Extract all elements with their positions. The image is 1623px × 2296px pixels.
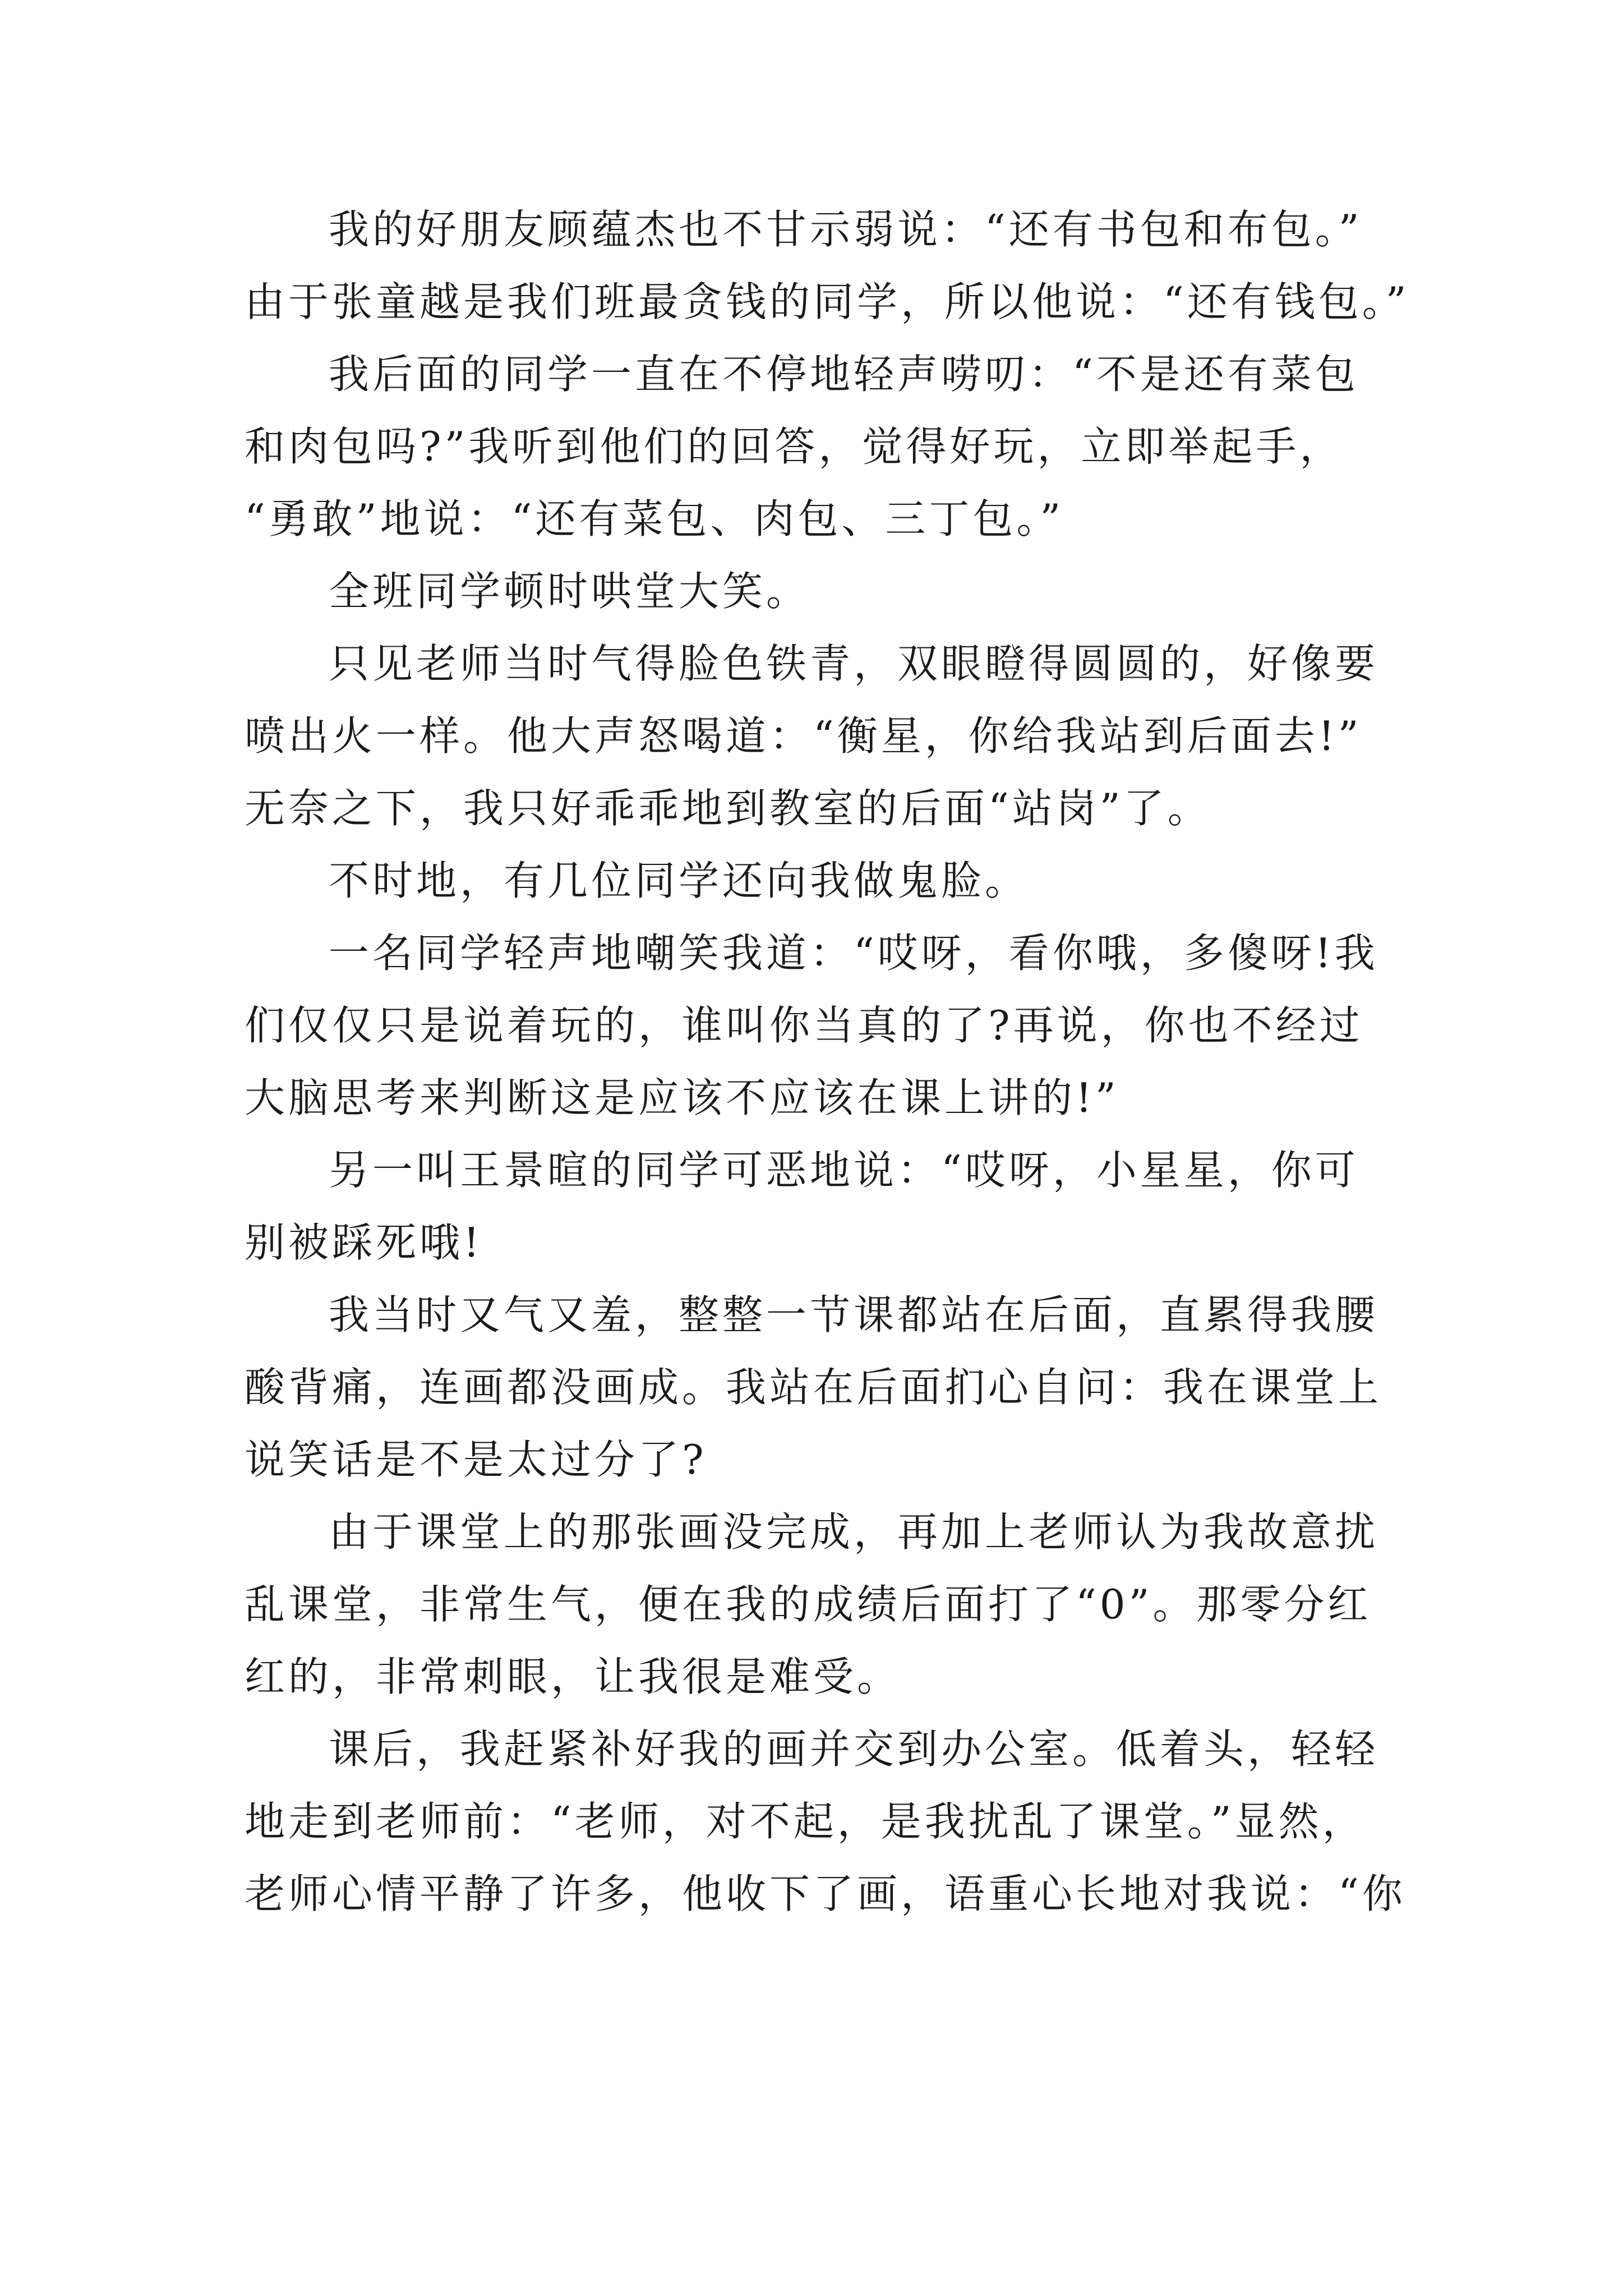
text-line: 只见老师当时气得脸色铁青，双眼瞪得圆圆的，好像要 (329, 640, 1379, 687)
text-line: 我后面的同学一直在不停地轻声唠叨：“不是还有菜包 (329, 351, 1359, 398)
body-text (245, 194, 1410, 1930)
text-line: 大脑思考来判断这是应该不应该在课上讲的!” (245, 1074, 1119, 1121)
text-line: 课后，我赶紧补好我的画并交到办公室。低着头，轻轻 (329, 1726, 1379, 1773)
text-line: 酸背痛，连画都没画成。我站在后面扪心自问：我在课堂上 (245, 1364, 1382, 1411)
text-line: 不时地，有几位同学还向我做鬼脸。 (329, 857, 1029, 904)
text-line: 一名同学轻声地嘲笑我道：“哎呀，看你哦，多傻呀!我 (329, 930, 1378, 977)
text-line: 和肉包吗?”我听到他们的回答，觉得好玩，立即举起手， (245, 423, 1344, 470)
text-line: 由于课堂上的那张画没完成，再加上老师认为我故意扰 (329, 1508, 1379, 1556)
text-line: 由于张童越是我们班最贪钱的同学，所以他说：“还有钱包。” (245, 278, 1410, 325)
text-line: 喷出火一样。他大声怒喝道：“衡星，你给我站到后面去!” (245, 712, 1362, 760)
text-line: 老师心情平静了许多，他收下了画，语重心长地对我说：“你 (245, 1870, 1406, 1917)
text-line: 红的，非常刺眼，让我很是难受。 (245, 1653, 901, 1700)
text-line: “勇敢”地说：“还有菜包、肉包、三丁包。” (245, 495, 1064, 542)
text-line: 地走到老师前：“老师，对不起，是我扰乱了课堂。”显然， (245, 1798, 1366, 1845)
text-line: 说笑话是不是太过分了? (245, 1436, 707, 1483)
text-line: 全班同学顿时哄堂大笑。 (329, 568, 810, 615)
text-line: 们仅仅只是说着玩的，谁叫你当真的了?再说，你也不经过 (245, 1002, 1363, 1049)
text-line: 别被踩死哦! (245, 1219, 483, 1266)
text-line: 乱课堂，非常生气，便在我的成绩后面打了“0”。那零分红 (245, 1581, 1372, 1628)
text-line: 我当时又气又羞，整整一节课都站在后面，直累得我腰 (329, 1291, 1379, 1338)
text-line: 无奈之下，我只好乖乖地到教室的后面“站岗”了。 (245, 785, 1211, 832)
text-line: 另一叫王景暄的同学可恶地说：“哎呀，小星星，你可 (329, 1147, 1359, 1194)
text-line: 我的好朋友顾蕴杰也不甘示弱说：“还有书包和布包。” (329, 206, 1363, 253)
